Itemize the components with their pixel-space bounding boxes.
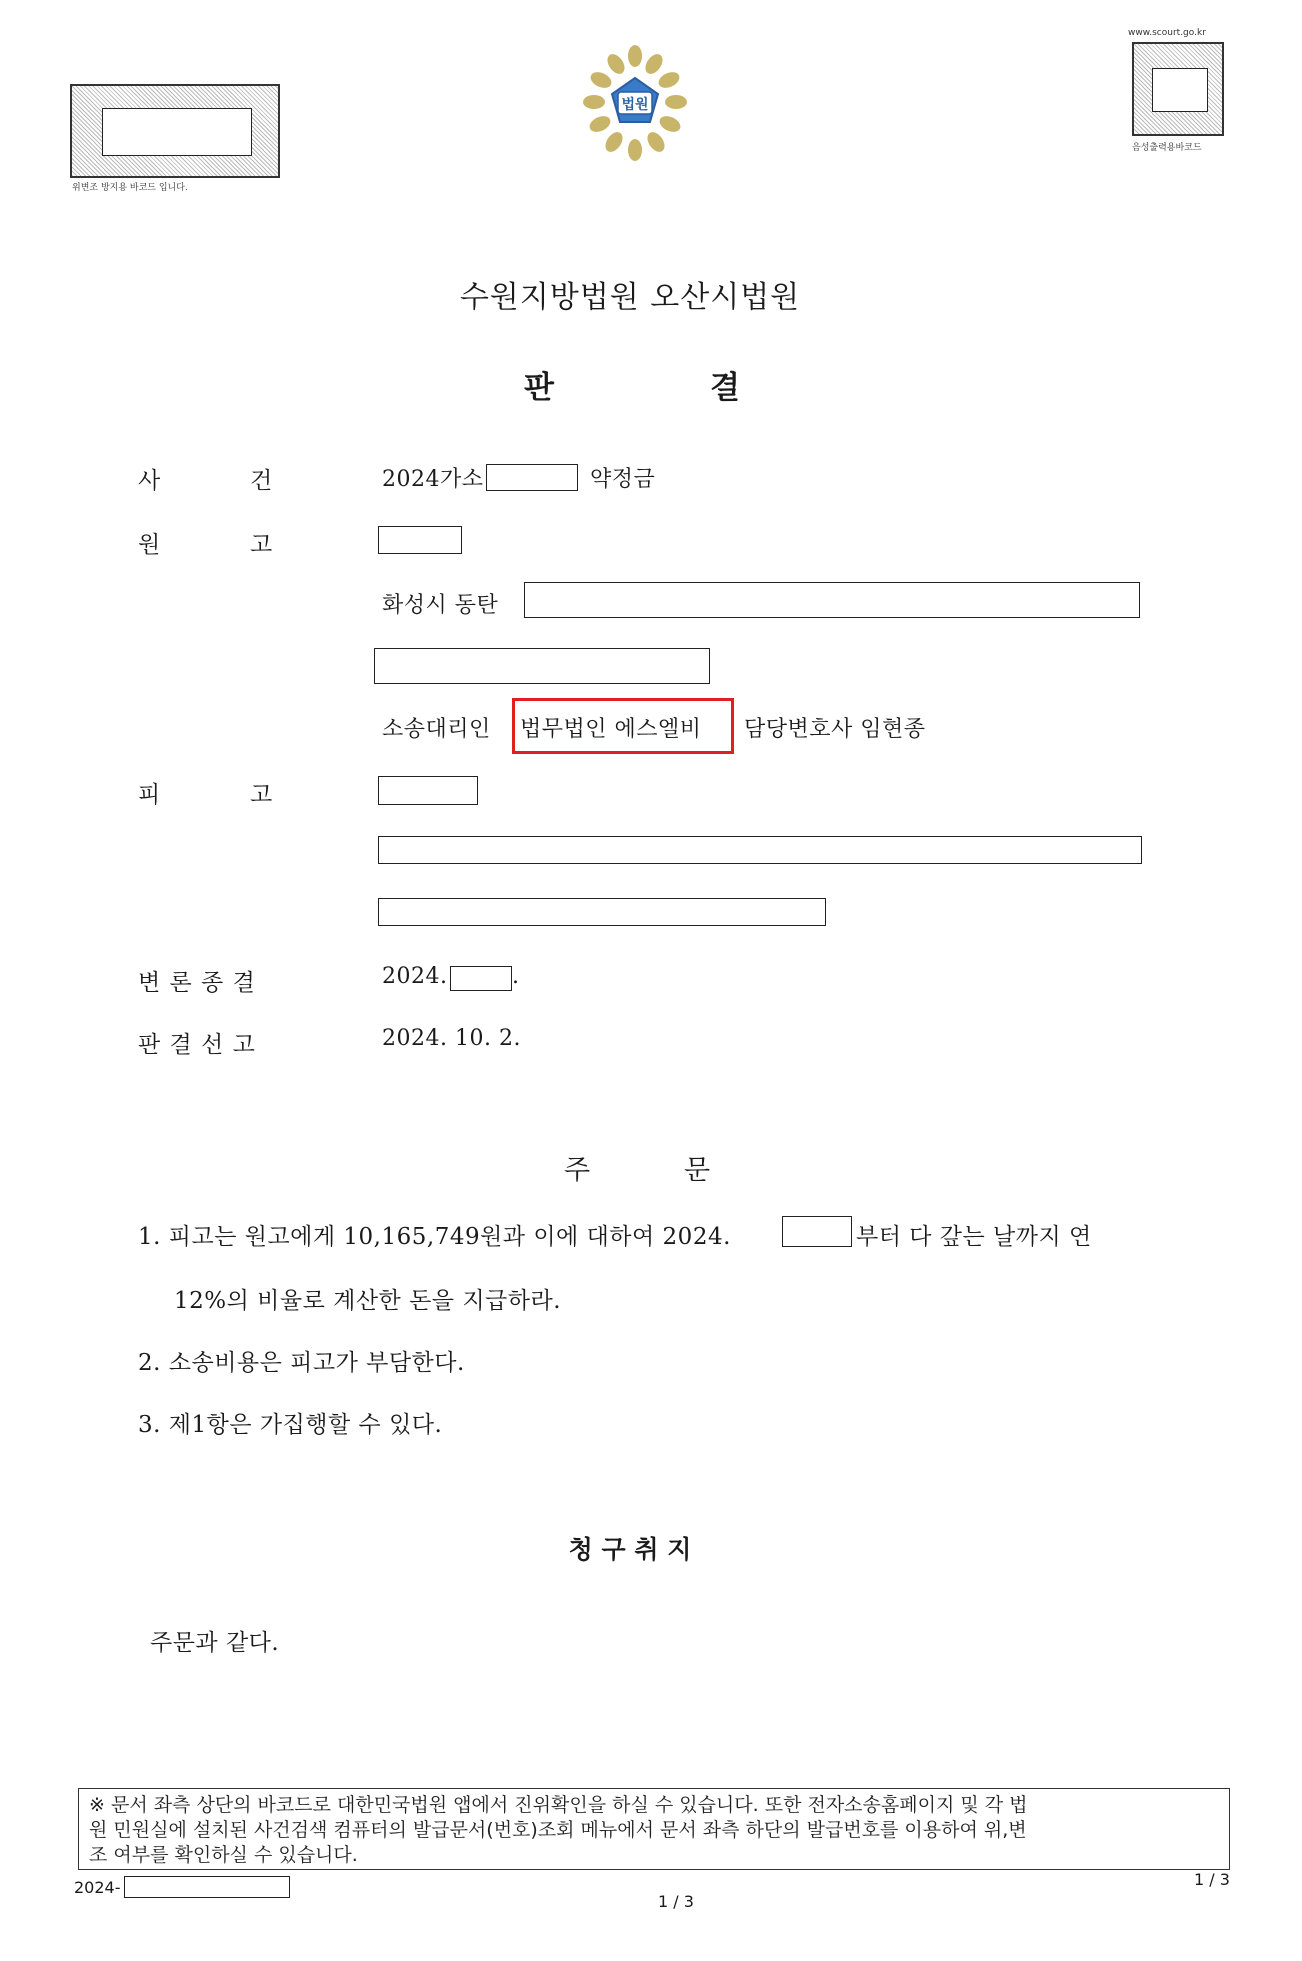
case-name: 약정금 — [590, 467, 656, 492]
case-label-a: 사 — [138, 468, 161, 494]
order-date-redaction — [782, 1216, 852, 1247]
attorney-suffix: 담당변호사 임현종 — [744, 717, 926, 742]
plaintiff-address-prefix: 화성시 동탄 — [382, 593, 499, 618]
court-name: 수원지방법원 오산시법원 — [459, 280, 801, 315]
closing-date-redaction — [450, 966, 512, 991]
plaintiff-label-b: 고 — [250, 532, 273, 558]
right-barcode-redaction — [1152, 68, 1208, 112]
closing-prefix: 2024. — [382, 964, 448, 989]
right-url: www.scourt.go.kr — [1128, 28, 1206, 38]
page-number-right: 1 / 3 — [1194, 1870, 1230, 1889]
law-firm-name: 법무법인 에스엘비 — [520, 717, 702, 742]
issue-number-redaction — [124, 1876, 290, 1898]
order-heading-left: 주 — [564, 1155, 591, 1186]
page-number-center: 1 / 3 — [658, 1892, 694, 1911]
order-heading-right: 문 — [684, 1155, 711, 1186]
right-barcode-caption: 음성출력용바코드 — [1132, 143, 1202, 153]
footer-notice-line1: ※ 문서 좌측 상단의 바코드로 대한민국법원 앱에서 진위확인을 하실 수 있습니다. 또한 전자소송홈페이지 및 각 법 — [89, 1794, 1028, 1816]
judgment-label: 판 결 선 고 — [138, 1032, 256, 1058]
defendant-name-redaction — [378, 776, 478, 805]
defendant-label-b: 고 — [250, 782, 273, 808]
order-item1-line1-suffix: 부터 다 갚는 날까지 연 — [856, 1224, 1092, 1250]
footer-notice-box — [78, 1788, 1230, 1870]
left-barcode — [70, 84, 280, 178]
case-label-b: 건 — [250, 468, 273, 494]
closing-label: 변 론 종 결 — [138, 970, 256, 996]
case-number-redaction — [486, 464, 578, 491]
doc-title-left: 판 — [524, 370, 554, 406]
footer-notice-line3: 조 여부를 확인하실 수 있습니다. — [89, 1844, 358, 1866]
plaintiff-label-a: 원 — [138, 532, 161, 558]
plaintiff-address-redaction — [524, 582, 1140, 618]
order-item1-line1-prefix: 1. 피고는 원고에게 10,165,749원과 이에 대하여 2024. — [138, 1224, 731, 1250]
order-item1-line2: 12%의 비율로 계산한 돈을 지급하라. — [174, 1288, 562, 1314]
issue-number-prefix: 2024- — [74, 1878, 121, 1897]
judgment-date: 2024. 10. 2. — [382, 1026, 521, 1051]
order-item2: 2. 소송비용은 피고가 부담한다. — [138, 1350, 465, 1376]
plaintiff-representative-redaction — [374, 648, 710, 684]
left-barcode-caption: 위변조 방지용 바코드 입니다. — [72, 183, 188, 193]
plaintiff-name-redaction — [378, 526, 462, 554]
right-barcode — [1132, 42, 1224, 136]
case-number-prefix: 2024가소 — [382, 467, 484, 492]
footer-notice-line2: 원 민원실에 설치된 사건검색 컴퓨터의 발급문서(번호)조회 메뉴에서 문서 좌측 하단의 발급번호를 이용하여 위,변 — [89, 1819, 1027, 1841]
defendant-label-a: 피 — [138, 782, 161, 808]
defendant-address-redaction — [378, 836, 1142, 864]
closing-suffix: . — [512, 964, 520, 989]
emblem-text: 법원 — [621, 97, 649, 113]
claim-heading: 청 구 취 지 — [568, 1535, 692, 1564]
attorney-prefix: 소송대리인 — [382, 717, 491, 742]
claim-text: 주문과 같다. — [150, 1630, 280, 1656]
left-barcode-redaction — [102, 108, 252, 156]
doc-title-right: 결 — [710, 370, 740, 406]
defendant-detail-redaction — [378, 898, 826, 926]
order-item3: 3. 제1항은 가집행할 수 있다. — [138, 1412, 443, 1438]
